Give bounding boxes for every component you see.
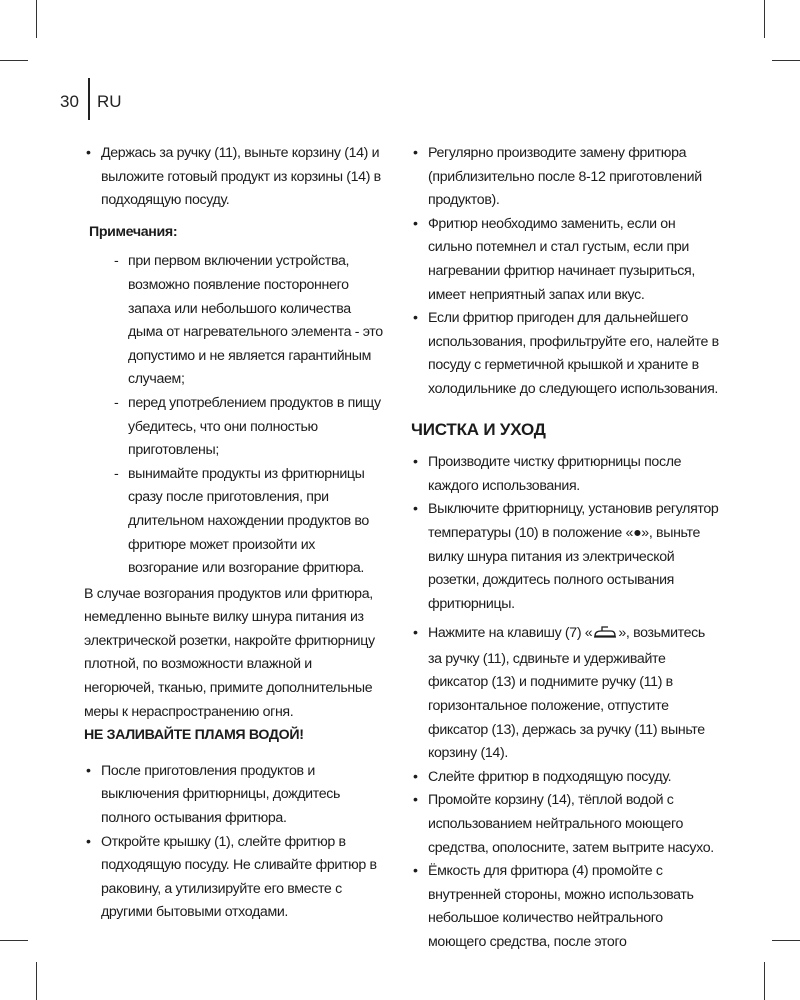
crop-mark — [36, 0, 37, 38]
crop-mark — [0, 940, 28, 941]
crop-mark — [0, 60, 28, 61]
warning-text: НЕ ЗАЛИВАЙТЕ ПЛАМЯ ВОДОЙ! — [84, 727, 304, 744]
list-item — [411, 622, 719, 766]
crop-mark — [36, 962, 37, 1000]
list-item: • Слейте фритюр в подходящую посуду. — [411, 766, 719, 790]
list-item: • Держась за ручку (11), выньте корзину (14) и выложите готовый продукт из корзины (14) в подходящую посуду. — [84, 142, 384, 213]
list-item: • Производите чистку фритюрницы после каждого использования. — [411, 451, 719, 498]
list-item: • Регулярно производите замену фритюра (приблизительно после 8-12 приготовлений продуктов). — [411, 142, 719, 213]
fire-paragraph: В случае возгорания продуктов или фритюра, немедленно выньте вилку шнура питания из электрической розетки, накройте фритюрницу плотной, по возможности влажной и негорючей, тканью, примите дополнительные меры к нераспространению огня. — [84, 585, 375, 720]
crop-mark — [764, 0, 765, 38]
list-item: - вынимайте продукты из фритюрницы сразу после приготовления, при длительном нахождении продуктов во фритюре может произойти их возгорание или возгорание фритюра. — [114, 463, 384, 581]
item-text: », возьмитесь за ручку (11), сдвиньте и удерживайте фиксатор (13) и поднимите ручку (11) в горизонтальное положение, отпустите фиксатор (13), держась за ручку (11) выньте корзину (14). — [428, 625, 705, 762]
list-item: • Фритюр необходимо заменить, если он сильно потемнел и стал густым, если при нагревании фритюр начинает пузыриться, имеет неприятный запах или вкус. — [411, 213, 719, 307]
list-item: • Промойте корзину (14), тёплой водой с использованием нейтрального моющего средства, ополосните, затем вытрите насухо. — [411, 789, 719, 860]
bullet-list — [411, 142, 719, 402]
section-title: ЧИСТКА И УХОД — [411, 419, 546, 439]
notes-title: Примечания: — [89, 223, 178, 240]
list-item: • После приготовления продуктов и выключения фритюрницы, дождитесь полного остывания фритюра. — [84, 760, 384, 831]
header-divider — [88, 78, 90, 120]
bullet-list — [84, 760, 384, 925]
list-item: - перед употреблением продуктов в пищу убедитесь, что они полностью приготовлены; — [114, 392, 384, 463]
crop-mark — [764, 962, 765, 1000]
care-list — [411, 451, 719, 954]
list-item: - при первом включении устройства, возможно появление постороннего запаха или небольшого количества дыма от нагревательного элемента - это допустимо и не является гарантийным случаем; — [114, 250, 384, 392]
language-label: RU — [97, 92, 122, 111]
right-column — [411, 142, 719, 955]
crop-mark — [772, 60, 800, 61]
list-item: • Если фритюр пригоден для дальнейшего использования, профильтруйте его, налейте в посуду с герметичной крышкой и храните в холодильнике до следующего использования. — [411, 307, 719, 401]
bullet-list — [84, 142, 384, 213]
pan-icon — [593, 624, 617, 648]
left-column — [84, 142, 384, 925]
list-item: • Ёмкость для фритюра (4) промойте с внутренней стороны, можно использовать небольшое количество нейтрального моющего средства, после этого — [411, 860, 719, 954]
list-item: • Выключите фритюрницу, установив регулятор температуры (10) в положение «●», выньте вилку шнура питания из электрической розетки, дождитесь полного остывания фритюрницы. — [411, 498, 719, 616]
crop-mark — [772, 940, 800, 941]
item-text: Нажмите на клавишу (7) « — [428, 625, 593, 642]
page-number: 30 — [60, 92, 79, 111]
notes-list — [114, 250, 384, 580]
list-item: • Откройте крышку (1), слейте фритюр в подходящую посуду. Не сливайте фритюр в раковину, а утилизируйте его вместе с другими бытовыми отходами. — [84, 831, 384, 925]
